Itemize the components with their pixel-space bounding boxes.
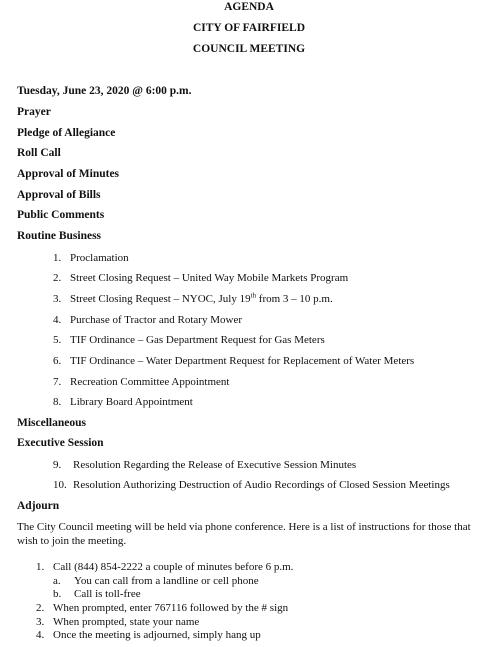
routine-item bbox=[53, 396, 193, 408]
instruction-letter: a. bbox=[53, 575, 61, 587]
instruction-text: Call is toll-free bbox=[74, 588, 141, 600]
item-text: Library Board Appointment bbox=[70, 396, 193, 408]
section-approval-bills: Approval of Bills bbox=[17, 189, 101, 201]
routine-item bbox=[53, 252, 129, 264]
item-text: TIF Ordinance – Gas Department Request for Gas Meters bbox=[70, 334, 325, 346]
instruction-subitem bbox=[53, 588, 141, 600]
item-ordinal-suffix: th bbox=[250, 291, 257, 300]
routine-item bbox=[53, 272, 348, 284]
item-text: Street Closing Request – NYOC, July 19 bbox=[70, 293, 251, 305]
executive-item bbox=[53, 459, 356, 471]
agenda-title: AGENDA bbox=[224, 1, 274, 13]
instruction-number: 4. bbox=[36, 629, 45, 641]
section-prayer: Prayer bbox=[17, 106, 51, 118]
item-number: 10. bbox=[53, 479, 67, 491]
instruction-item bbox=[36, 629, 261, 641]
routine-item bbox=[53, 293, 333, 305]
instruction-text: When prompted, enter 767116 followed by the # sign bbox=[53, 602, 289, 614]
item-number: 4. bbox=[53, 314, 62, 326]
instruction-subitem bbox=[53, 575, 259, 587]
item-text: TIF Ordinance – Water Department Request for Replacement of Water Meters bbox=[70, 355, 415, 367]
item-number: 8. bbox=[53, 396, 62, 408]
item-number: 6. bbox=[53, 355, 62, 367]
section-public-comments: Public Comments bbox=[17, 209, 105, 221]
instruction-letter: b. bbox=[53, 588, 62, 600]
section-adjourn: Adjourn bbox=[17, 500, 60, 512]
section-roll-call: Roll Call bbox=[17, 147, 61, 159]
routine-item bbox=[53, 355, 414, 367]
section-approval-minutes: Approval of Minutes bbox=[17, 168, 120, 180]
item-text: Purchase of Tractor and Rotary Mower bbox=[70, 314, 242, 326]
executive-item bbox=[53, 479, 450, 491]
meeting-datetime: Tuesday, June 23, 2020 @ 6:00 p.m. bbox=[17, 85, 192, 97]
city-name: CITY OF FAIRFIELD bbox=[192, 22, 306, 34]
instruction-item bbox=[36, 602, 288, 614]
routine-item bbox=[53, 376, 229, 388]
instruction-text: When prompted, state your name bbox=[53, 616, 200, 628]
item-text-tail: from 3 – 10 p.m. bbox=[256, 293, 333, 305]
item-text: Resolution Regarding the Release of Executive Session Minutes bbox=[73, 459, 357, 471]
item-number: 2. bbox=[53, 272, 62, 284]
instruction-text: Once the meeting is adjourned, simply hang up bbox=[53, 629, 261, 641]
item-number: 3. bbox=[53, 293, 62, 305]
instruction-item bbox=[36, 561, 293, 573]
item-number: 1. bbox=[53, 252, 62, 264]
instruction-number: 2. bbox=[36, 602, 45, 614]
instruction-text: You can call from a landline or cell phone bbox=[74, 575, 259, 587]
meeting-title: COUNCIL MEETING bbox=[192, 43, 306, 55]
section-miscellaneous: Miscellaneous bbox=[17, 417, 86, 429]
item-text: Resolution Authorizing Destruction of Audio Recordings of Closed Session Meetings bbox=[73, 479, 450, 491]
item-text: Proclamation bbox=[70, 252, 129, 264]
routine-item bbox=[53, 334, 325, 346]
item-text: Recreation Committee Appointment bbox=[70, 376, 230, 388]
item-number: 7. bbox=[53, 376, 62, 388]
instruction-item bbox=[36, 616, 199, 628]
section-pledge: Pledge of Allegiance bbox=[17, 127, 116, 139]
item-number: 5. bbox=[53, 334, 62, 346]
section-routine-business: Routine Business bbox=[17, 230, 102, 242]
item-text: Street Closing Request – United Way Mobile Markets Program bbox=[70, 272, 349, 284]
instruction-number: 1. bbox=[36, 561, 45, 573]
phone-conference-notice: The City Council meeting will be held via phone conference. Here is a list of instructions for those that wish to join the meeting. bbox=[17, 521, 471, 547]
instruction-text: Call (844) 854-2222 a couple of minutes before 6 p.m. bbox=[53, 561, 294, 573]
section-executive-session: Executive Session bbox=[17, 437, 104, 449]
item-number: 9. bbox=[53, 459, 62, 471]
routine-item bbox=[53, 314, 242, 326]
instruction-number: 3. bbox=[36, 616, 45, 628]
